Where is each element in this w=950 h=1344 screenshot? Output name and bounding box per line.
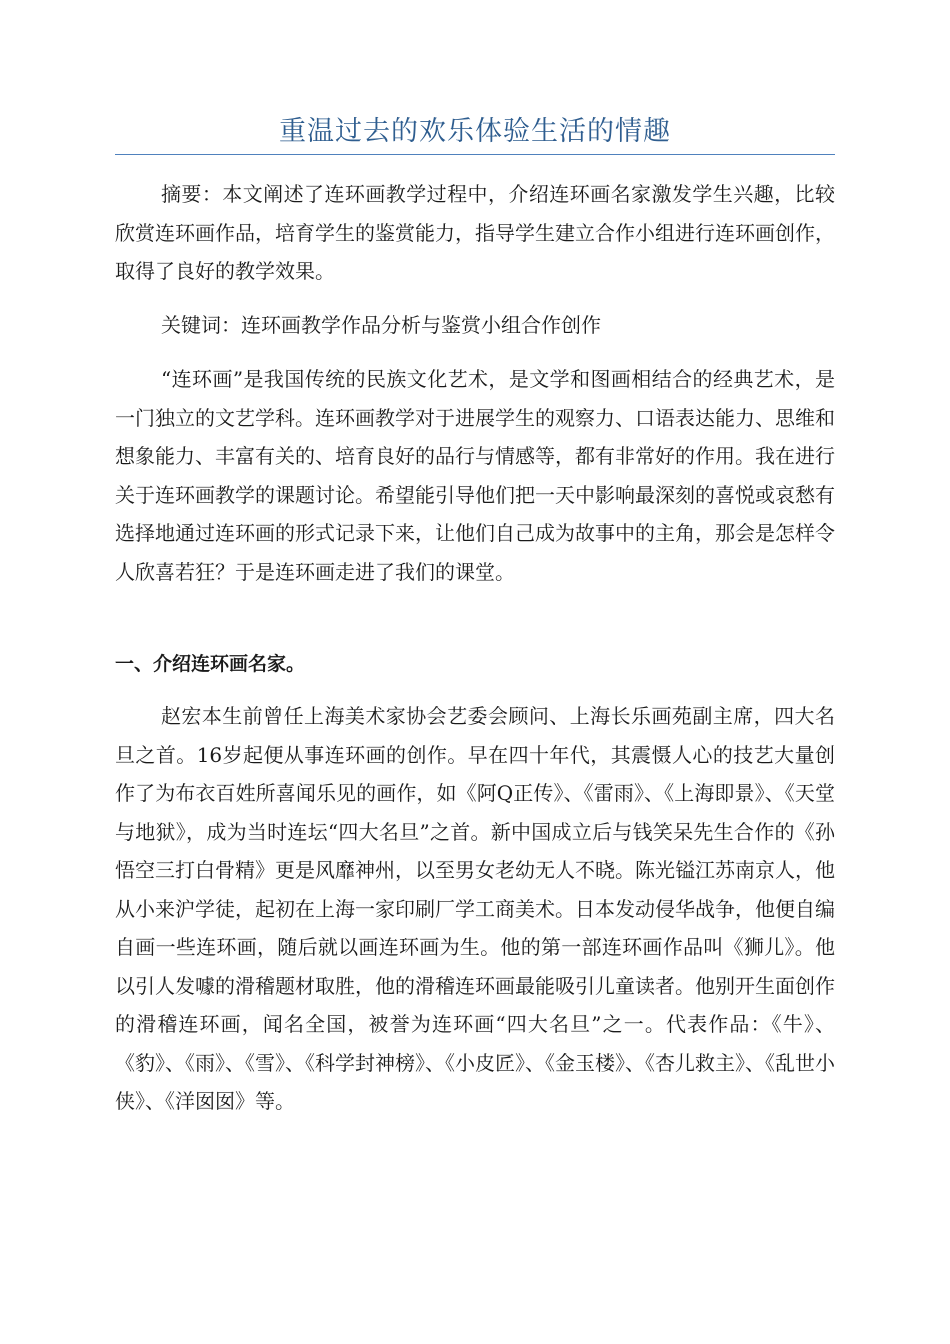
section-body-paragraph: 赵宏本生前曾任上海美术家协会艺委会顾问、上海长乐画苑副主席，四大名旦之首。16岁起便从事连环画的创作。早在四十年代，其震慑人心的技艺大量创作了为布衣百姓所喜闻乐见的画作，如《阿Q正传》、《雷雨》、《上海即景》、《天堂与地狱》，成为当时连坛“四大名旦”之首。新中国成立后与钱笑呆先生合作的《孙悟空三打白骨精》更是风靡神州，以至男女老幼无人不晓。陈光镒江苏南京人，他从小来沪学徒，起初在上海一家印刷厂学工商美术。日本发动侵华战争，他便自编自画一些连环画，随后就以画连环画为生。他的第一部连环画作品叫《狮儿》。他以引人发噱的滑稽题材取胜，他的滑稽连环画最能吸引儿童读者。他别开生面创作的滑稽连环画，闻名全国，被誉为连环画“四大名旦”之一。代表作品：《牛》、《豹》、《雨》、《雪》、《科学封神榜》、《小皮匠》、《金玉楼》、《杏儿救主》、《乱世小侠》、《洋囡囡》等。: [115, 704, 835, 1113]
abstract-paragraph: 摘要：本文阐述了连环画教学过程中，介绍连环画名家激发学生兴趣，比较欣赏连环画作品，培育学生的鉴赏能力，指导学生建立合作小组进行连环画创作，取得了良好的教学效果。: [115, 182, 835, 283]
keywords-paragraph: 关键词：连环画教学作品分析与鉴赏小组合作创作: [161, 313, 601, 337]
section-heading: 一、介绍连环画名家。: [115, 653, 306, 675]
title-underline: [115, 154, 835, 155]
intro-paragraph: “连环画”是我国传统的民族文化艺术，是文学和图画相结合的经典艺术，是一门独立的文艺学科。连环画教学对于进展学生的观察力、口语表达能力、思维和想象能力、丰富有关的、培育良好的品行与情感等，都有非常好的作用。我在进行关于连环画教学的课题讨论。希望能引导他们把一天中影响最深刻的喜悦或哀愁有选择地通过连环画的形式记录下来，让他们自己成为故事中的主角，那会是怎样令人欣喜若狂？于是连环画走进了我们的课堂。: [115, 367, 835, 584]
document-title: 重温过去的欢乐体验生活的情趣: [279, 116, 671, 147]
